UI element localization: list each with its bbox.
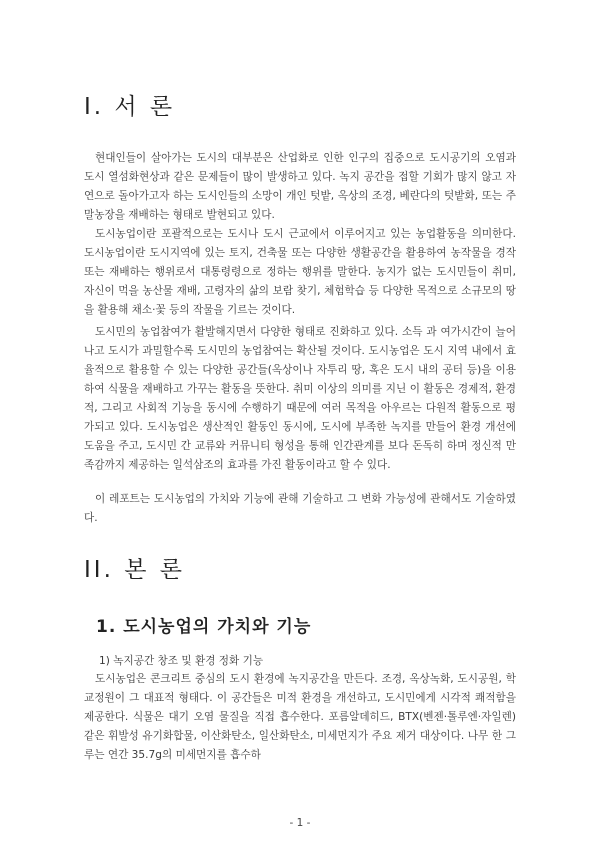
intro-paragraph-4: 이 레포트는 도시농업의 가치와 기능에 관해 기술하고 그 변화 가능성에 관해서도 기술하였다. [84, 493, 516, 524]
subsection-heading: 1. 도시농업의 가치와 기능 [96, 617, 312, 637]
intro-paragraph-2: 도시농업이란 포괄적으로는 도시나 도시 근교에서 이루어지고 있는 농업활동을 의미한다. 도시농업이란 도시지역에 있는 토지, 건축물 또는 다양한 생활공간을 활용하여 농작물을 경작 또는 재배하는 행위로서 대통령령으로 정하는 행위를 말한다. 농지가 없는 도시민들이 취미, 자신이 먹을 농산물 재배, 고령자의 삶의 보람 찾기, 체험학습 등 다양한 목적으로 소규모의 땅을 활용해 채소·꽃 등의 작물을 기르는 것이다. [84, 228, 516, 316]
body-paragraph-1: 도시농업은 콘크리트 중심의 도시 환경에 녹지공간을 만든다. 조경, 옥상녹화, 도시공원, 학교정원이 그 대표적 형태다. 이 공간들은 미적 환경을 개선하고, 도시민에게 시각적 쾌적함을 제공한다. 식물은 대기 오염 물질을 직접 흡수한다. 포름알데히드, BTX(벤젠·톨루엔·자일렌) 같은 휘발성 유기화합물, 이산화탄소, 일산화탄소, 미세먼지가 주요 제거 대상이다. 나무 한 그루는 연간 35.7g의 미세먼지를 흡수하 [84, 673, 516, 761]
intro-paragraph-3: 도시민의 농업참여가 활발해지면서 다양한 형태로 진화하고 있다. 소득 과 여가시간이 늘어나고 도시가 과밀할수록 도시민의 농업참여는 확산될 것이다. 도시농업은 도시 지역 내에서 효율적으로 활용할 수 있는 다양한 공간들(옥상이나 자투리 땅, 혹은 도시 내의 공터 등)을 이용하여 식물을 재배하고 가꾸는 활동을 뜻한다. 취미 이상의 의미를 지닌 이 활동은 경제적, 환경적, 그리고 사회적 기능을 동시에 수행하기 때문에 여러 목적을 아우르는 다원적 활동으로 평가되고 있다. 도시농업은 생산적인 활동인 동시에, 도시에 부족한 녹지를 만들어 환경 개선에 도움을 주고, 도시민 간 교류와 커뮤니티 형성을 통해 인간관계를 보다 돈독히 하며 정신적 만족감까지 제공하는 일석삼조의 효과를 가진 활동이라고 할 수 있다. [84, 326, 516, 471]
item-heading: 1) 녹지공간 창조 및 환경 정화 기능 [99, 655, 264, 667]
section-heading-body: II. 본 론 [84, 557, 185, 583]
page-number: - 1 - [289, 817, 311, 829]
section-heading-introduction: I. 서 론 [84, 94, 176, 120]
intro-paragraph-1: 현대인들이 살아가는 도시의 대부분은 산업화로 인한 인구의 집중으로 도시공기의 오염과 도시 열섬화현상과 같은 문제들이 많이 발생하고 있다. 녹지 공간을 접할 기회가 많지 않고 자연으로 돌아가고자 하는 도시인들의 소망이 개인 텃밭, 옥상의 조경, 베란다의 텃밭화, 또는 주말농장을 재배하는 형태로 발현되고 있다. [84, 152, 516, 221]
